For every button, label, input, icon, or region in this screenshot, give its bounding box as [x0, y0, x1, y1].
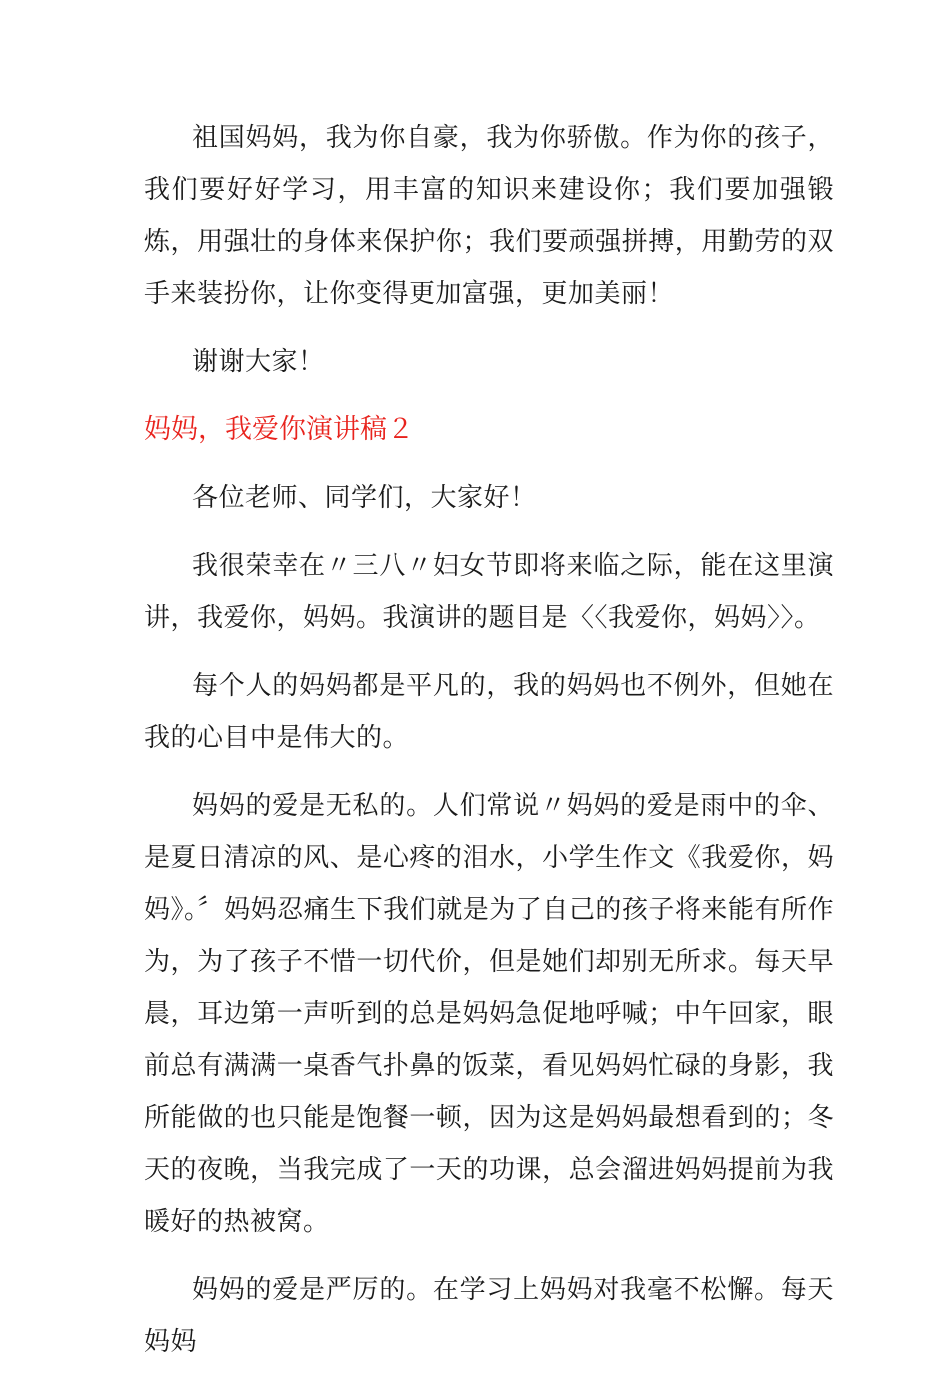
section-heading: 妈妈，我爱你演讲稿２	[144, 414, 414, 445]
paragraph-selfless-love: 妈妈的爱是无私的。人们常说〃妈妈的爱是雨中的伞、是夏日清凉的风、是心疼的泪水，小学生作文《我爱你，妈妈》。〞妈妈忍痛生下我们就是为了自己的孩子将来能有所作为，为了孩子不惜一切代价，但是她们却别无所求。每天早晨，耳边第一声听到的总是妈妈急促地呼喊；中午回家，眼前总有满满一桌香气扑鼻的饭菜，看见妈妈忙碌的身影，我所能做的也只能是饱餐一顿，因为这是妈妈最想看到的；冬天的夜晚，当我完成了一天的功课，总会溜进妈妈提前为我暖好的热被窝。	[144, 791, 834, 1237]
paragraph-strict-love: 妈妈的爱是严厉的。在学习上妈妈对我毫不松懈。每天妈妈	[144, 1275, 834, 1357]
paragraph-introduction: 我很荣幸在〃三八〃妇女节即将来临之际，能在这里演讲，我爱你，妈妈。我演讲的题目是〈〈我爱你，妈妈〉〉。	[144, 551, 834, 633]
document-body	[144, 112, 834, 1384]
paragraph-greeting: 各位老师、同学们，大家好！	[192, 483, 537, 513]
paragraph-thanks: 谢谢大家！	[192, 347, 325, 377]
paragraph-ordinary-mother: 每个人的妈妈都是平凡的，我的妈妈也不例外，但她在我的心目中是伟大的。	[144, 671, 834, 753]
paragraph-patriotic-closing: 祖国妈妈，我为你自豪，我为你骄傲。作为你的孩子，我们要好好学习，用丰富的知识来建设你；我们要加强锻炼，用强壮的身体来保护你；我们要顽强拼搏，用勤劳的双手来装扮你，让你变得更加富强，更加美丽！	[144, 123, 834, 309]
